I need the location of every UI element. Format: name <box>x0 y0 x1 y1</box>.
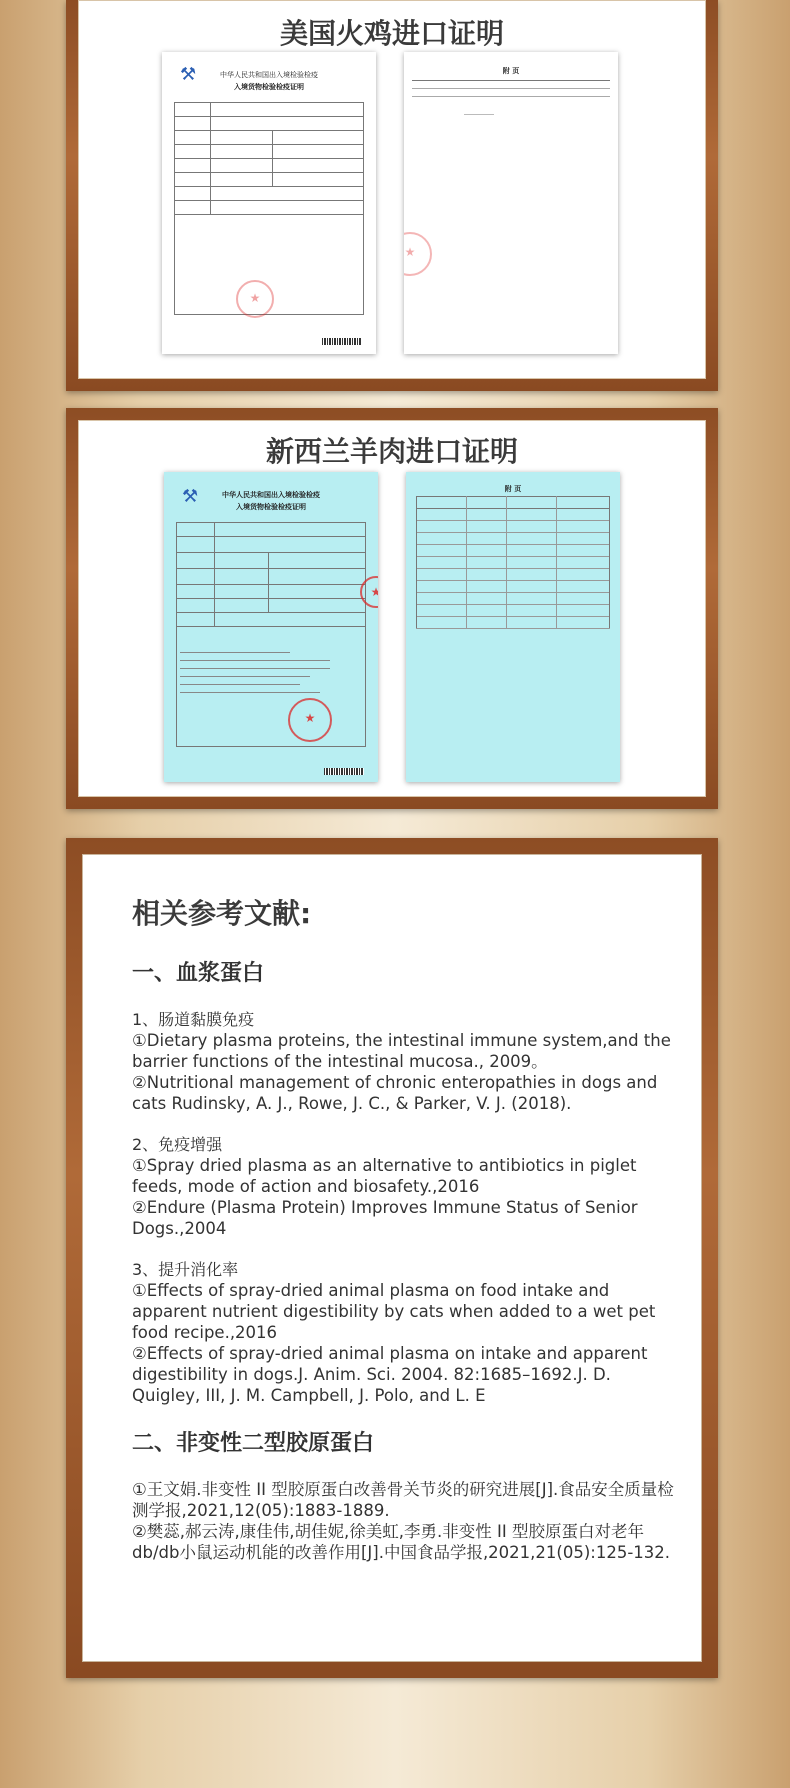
reference-item: ②Endure (Plasma Protein) Improves Immune Status of Senior Dogs.,2004 <box>132 1198 638 1238</box>
doc2-header-1: 中华人民共和国出入境检验检疫 <box>222 491 320 499</box>
certificate-document-annex <box>404 52 618 354</box>
reference-item: ②Nutritional management of chronic enteropathies in dogs and cats Rudinsky, A. J., Rowe, J. C., & Parker, V. J. (2018). <box>132 1073 658 1113</box>
references-heading: 相关参考文献: <box>132 897 312 930</box>
doc-header-1: 中华人民共和国出入境检验检疫 <box>220 71 318 79</box>
annex-header: 附 页 <box>502 67 520 75</box>
annex2-header: 附 页 <box>504 485 522 493</box>
reference-item: ②樊蕊,郝云涛,康佳伟,胡佳妮,徐美虹,李勇.非变性 II 型胶原蛋白对老年db/db小鼠运动机能的改善作用[J].中国食品学报,2021,21(05):125-132. <box>132 1522 671 1562</box>
side-seal-icon-2 <box>360 576 378 608</box>
cert-panel-turkey <box>78 0 706 379</box>
doc2-header-2: 入境货物检验检疫证明 <box>236 503 306 511</box>
reference-item: ①王文娟.非变性 II 型胶原蛋白改善骨关节炎的研究进展[J].食品安全质量检测学报,2021,12(05):1883-1889. <box>132 1480 674 1520</box>
certificate-document-main-2 <box>164 472 378 782</box>
doc-header-2: 入境货物检验检疫证明 <box>234 83 304 91</box>
cert-frame-lamb <box>66 408 718 809</box>
cert-frame-turkey <box>66 0 718 391</box>
cert-panel-lamb <box>78 420 706 797</box>
references-panel <box>82 854 702 1662</box>
reference-item: ①Spray dried plasma as an alternative to antibiotics in piglet feeds, mode of action and biosafety.,2016 <box>132 1156 637 1196</box>
section-plasma-protein: 一、血浆蛋白 <box>132 961 265 986</box>
sub-immune-enhancement: 2、免疫增强 <box>132 1135 223 1154</box>
sub-digestibility: 3、提升消化率 <box>132 1260 239 1279</box>
annex-seal-icon <box>404 232 432 276</box>
ciq-logo-icon-2: ⚒ <box>182 486 199 506</box>
ciq-logo-icon: ⚒ <box>180 64 197 84</box>
certificate-document-annex-2 <box>406 472 620 782</box>
sub-intestinal-immunity: 1、肠道黏膜免疫 <box>132 1010 255 1029</box>
reference-item: ①Effects of spray-dried animal plasma on food intake and apparent nutrient digestibility by cats when added to a wet pet food recipe.,2016 <box>132 1281 656 1342</box>
certificate-document-main <box>162 52 376 354</box>
cert-title-turkey: 美国火鸡进口证明 <box>279 17 504 50</box>
references-content <box>132 892 677 1563</box>
section-collagen: 二、非变性二型胶原蛋白 <box>132 1431 375 1456</box>
barcode-icon <box>322 338 362 345</box>
official-seal-icon <box>236 280 274 318</box>
reference-item: ①Dietary plasma proteins, the intestinal immune system,and the barrier functions of the intestinal mucosa., 2009。 <box>132 1031 671 1071</box>
reference-item: ②Effects of spray-dried animal plasma on intake and apparent digestibility in dogs.J. Anim. Sci. 2004. 82:1685–1692.J. D. Quigley, III, J. M. Campbell, J. Polo, and L. E <box>132 1344 648 1405</box>
cert-title-lamb: 新西兰羊肉进口证明 <box>265 435 518 468</box>
barcode-icon-2 <box>324 768 364 775</box>
official-seal-icon-2 <box>288 698 332 742</box>
references-frame <box>66 838 718 1678</box>
